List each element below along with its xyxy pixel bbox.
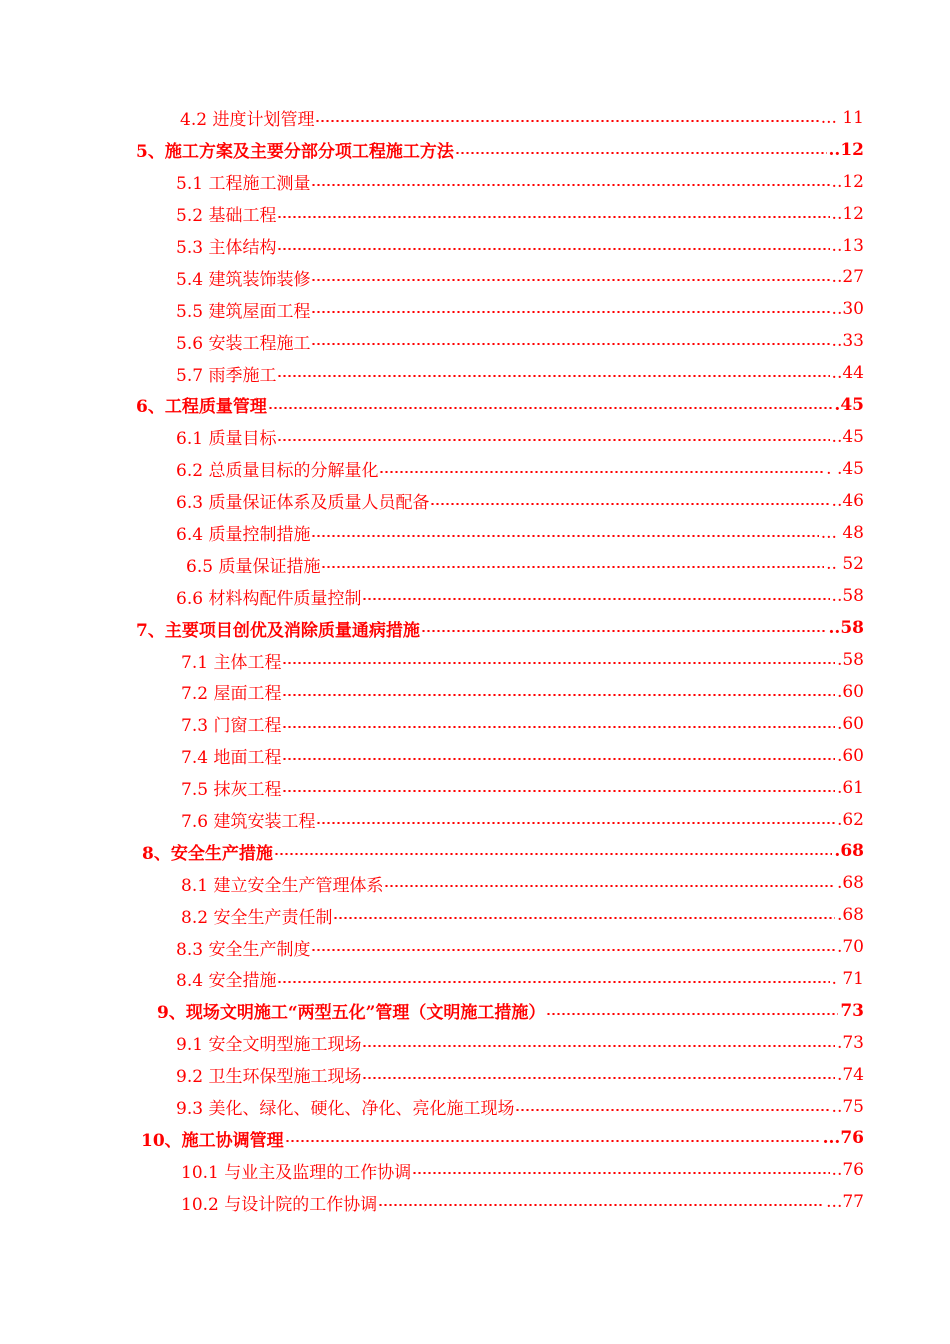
toc-entry-page: .73 <box>836 1032 864 1053</box>
toc-entry[interactable] <box>0 708 864 740</box>
toc-entry-title: 10.1 与业主及监理的工作协调 <box>181 1162 412 1183</box>
toc-entry-title: 6.2 总质量目标的分解量化 <box>176 461 379 482</box>
toc-entry-title: 8.3 安全生产制度 <box>176 939 311 960</box>
toc-entry-page: ..44 <box>831 363 864 384</box>
toc-entry-page: .62 <box>836 809 864 830</box>
toc-entry[interactable] <box>0 676 864 708</box>
toc-entry-page: ..58 <box>831 586 864 607</box>
toc-entry-page: .60 <box>836 681 864 702</box>
toc-entry[interactable] <box>0 1059 864 1091</box>
toc-entry[interactable] <box>0 548 864 580</box>
toc-entry-page: ... 48 <box>820 522 864 543</box>
toc-entry-title: 8.1 建立安全生产管理体系 <box>181 875 384 896</box>
dot-leader <box>316 822 835 824</box>
toc-entry[interactable] <box>0 931 864 963</box>
toc-entry-page: .60 <box>836 713 864 734</box>
toc-entry-page: ... 11 <box>820 107 864 128</box>
toc-entry-page: ...77 <box>826 1192 864 1213</box>
toc-entry-page: . 71 <box>831 968 864 989</box>
toc-entry-title: 8.2 安全生产责任制 <box>181 907 333 928</box>
dot-leader <box>455 152 827 154</box>
toc-entry-page: ...76 <box>822 1128 864 1149</box>
toc-entry-page: ..12 <box>831 171 864 192</box>
dot-leader <box>384 885 835 887</box>
toc-entry[interactable] <box>0 166 864 198</box>
toc-entry[interactable] <box>0 1091 864 1123</box>
dot-leader <box>421 630 827 632</box>
toc-entry[interactable] <box>0 580 864 612</box>
toc-entry[interactable] <box>0 1123 864 1155</box>
table-of-contents <box>0 102 950 1218</box>
dot-leader <box>268 407 833 409</box>
toc-entry[interactable] <box>0 995 864 1027</box>
toc-entry-title: 5.2 基础工程 <box>176 206 277 227</box>
dot-leader <box>412 1172 829 1174</box>
dot-leader <box>282 758 835 760</box>
dot-leader <box>362 598 829 600</box>
toc-entry-page: ..46 <box>831 490 864 511</box>
dot-leader <box>282 726 835 728</box>
toc-entry-page: .45 <box>834 394 864 415</box>
dot-leader <box>315 120 818 122</box>
dot-leader <box>362 1077 835 1079</box>
toc-entry[interactable] <box>0 1186 864 1218</box>
toc-entry-title: 7.4 地面工程 <box>181 748 282 769</box>
dot-leader <box>311 311 829 313</box>
toc-entry[interactable] <box>0 804 864 836</box>
toc-entry-title: 6.3 质量保证体系及质量人员配备 <box>176 493 430 514</box>
toc-entry-title: 10.2 与设计院的工作协调 <box>181 1194 378 1215</box>
dot-leader <box>362 1045 835 1047</box>
dot-leader <box>430 503 829 505</box>
toc-entry-page: .70 <box>836 937 864 958</box>
toc-entry[interactable] <box>0 293 864 325</box>
toc-entry-page: . .45 <box>826 458 864 479</box>
toc-entry-page: ..33 <box>831 331 864 352</box>
toc-entry-title: 9.3 美化、绿化、硬化、净化、亮化施工现场 <box>176 1099 515 1120</box>
dot-leader <box>274 853 833 855</box>
toc-entry[interactable] <box>0 325 864 357</box>
toc-entry[interactable] <box>0 261 864 293</box>
toc-entry-title: 8.4 安全措施 <box>176 971 277 992</box>
toc-entry-page: ..58 <box>828 618 864 639</box>
dot-leader <box>282 694 835 696</box>
toc-entry[interactable] <box>0 612 864 644</box>
toc-entry[interactable] <box>0 230 864 262</box>
toc-entry[interactable] <box>0 963 864 995</box>
toc-entry-page: ..75 <box>831 1096 864 1117</box>
toc-entry-page: .61 <box>836 777 864 798</box>
toc-entry-title: 5、施工方案及主要分部分项工程施工方法 <box>136 142 454 163</box>
dot-leader <box>321 566 824 568</box>
toc-entry-title: 5.7 雨季施工 <box>176 365 277 386</box>
toc-entry-page: .58 <box>836 650 864 671</box>
toc-entry-title: 7.3 门窗工程 <box>181 716 282 737</box>
dot-leader <box>378 1204 824 1206</box>
toc-entry-title: 5.5 建筑屋面工程 <box>176 301 311 322</box>
dot-leader <box>333 917 835 919</box>
toc-entry-title: 7、主要项目创优及消除质量通病措施 <box>136 620 420 641</box>
toc-entry[interactable] <box>0 485 864 517</box>
toc-entry-title: 6、工程质量管理 <box>136 397 267 418</box>
toc-entry[interactable] <box>0 867 864 899</box>
toc-entry[interactable] <box>0 357 864 389</box>
toc-entry-page: ..27 <box>831 267 864 288</box>
toc-entry[interactable] <box>0 421 864 453</box>
dot-leader <box>277 248 829 250</box>
toc-entry-page: .. 52 <box>826 554 864 575</box>
toc-entry-page: .68 <box>834 841 864 862</box>
toc-entry[interactable] <box>0 389 864 421</box>
toc-entry-title: 7.1 主体工程 <box>181 652 282 673</box>
dot-leader <box>277 375 829 377</box>
toc-entry-page: .68 <box>836 873 864 894</box>
toc-entry[interactable] <box>0 453 864 485</box>
dot-leader <box>311 949 835 951</box>
toc-entry-page: ..76 <box>831 1160 864 1181</box>
toc-entry-title: 9.1 安全文明型施工现场 <box>176 1035 362 1056</box>
toc-entry[interactable] <box>0 102 864 134</box>
dot-leader <box>515 1109 829 1111</box>
dot-leader <box>277 439 829 441</box>
toc-entry-title: 7.2 屋面工程 <box>181 684 282 705</box>
toc-entry[interactable] <box>0 644 864 676</box>
toc-entry-page: ..12 <box>831 203 864 224</box>
dot-leader <box>311 279 829 281</box>
toc-entry[interactable] <box>0 198 864 230</box>
toc-entry-title: 6.5 质量保证措施 <box>186 556 321 577</box>
toc-entry-page: ..45 <box>831 426 864 447</box>
toc-entry-title: 7.5 抹灰工程 <box>181 780 282 801</box>
toc-entry-title: 5.1 工程施工测量 <box>176 174 311 195</box>
toc-entry-page: ..12 <box>828 139 864 160</box>
dot-leader <box>282 790 835 792</box>
toc-entry-title: 6.1 质量目标 <box>176 429 277 450</box>
dot-leader <box>546 1013 838 1015</box>
toc-entry-page: ..13 <box>831 235 864 256</box>
toc-entry-title: 10、施工协调管理 <box>141 1130 284 1151</box>
toc-entry[interactable] <box>0 1027 864 1059</box>
toc-entry-title: 5.4 建筑装饰装修 <box>176 269 311 290</box>
toc-entry[interactable] <box>0 772 864 804</box>
dot-leader <box>311 535 818 537</box>
dot-leader <box>311 184 829 186</box>
toc-entry-title: 4.2 进度计划管理 <box>180 110 315 131</box>
dot-leader <box>282 662 835 664</box>
toc-entry-title: 6.4 质量控制措施 <box>176 525 311 546</box>
toc-entry-page: 73 <box>840 1000 864 1021</box>
toc-entry-title: 6.6 材料构配件质量控制 <box>176 588 362 609</box>
dot-leader <box>277 216 829 218</box>
dot-leader <box>311 343 829 345</box>
toc-entry-page: ..30 <box>831 299 864 320</box>
toc-entry[interactable] <box>0 835 864 867</box>
toc-entry-title: 9、现场文明施工“两型五化”管理（文明施工措施） <box>157 1003 546 1024</box>
dot-leader <box>277 981 829 983</box>
toc-entry-page: .60 <box>836 745 864 766</box>
dot-leader <box>379 471 824 473</box>
toc-entry[interactable] <box>0 517 864 549</box>
toc-entry[interactable] <box>0 740 864 772</box>
toc-entry-title: 5.3 主体结构 <box>176 238 277 258</box>
toc-entry[interactable] <box>0 1154 864 1186</box>
toc-entry[interactable] <box>0 899 864 931</box>
toc-entry[interactable] <box>0 134 864 166</box>
toc-entry-title: 9.2 卫生环保型施工现场 <box>176 1067 362 1088</box>
toc-entry-title: 8、安全生产措施 <box>142 843 273 864</box>
toc-entry-page: .74 <box>836 1064 864 1085</box>
toc-entry-title: 7.6 建筑安装工程 <box>181 812 316 833</box>
toc-entry-title: 5.6 安装工程施工 <box>176 333 311 354</box>
toc-entry-page: .68 <box>836 905 864 926</box>
dot-leader <box>285 1140 821 1142</box>
